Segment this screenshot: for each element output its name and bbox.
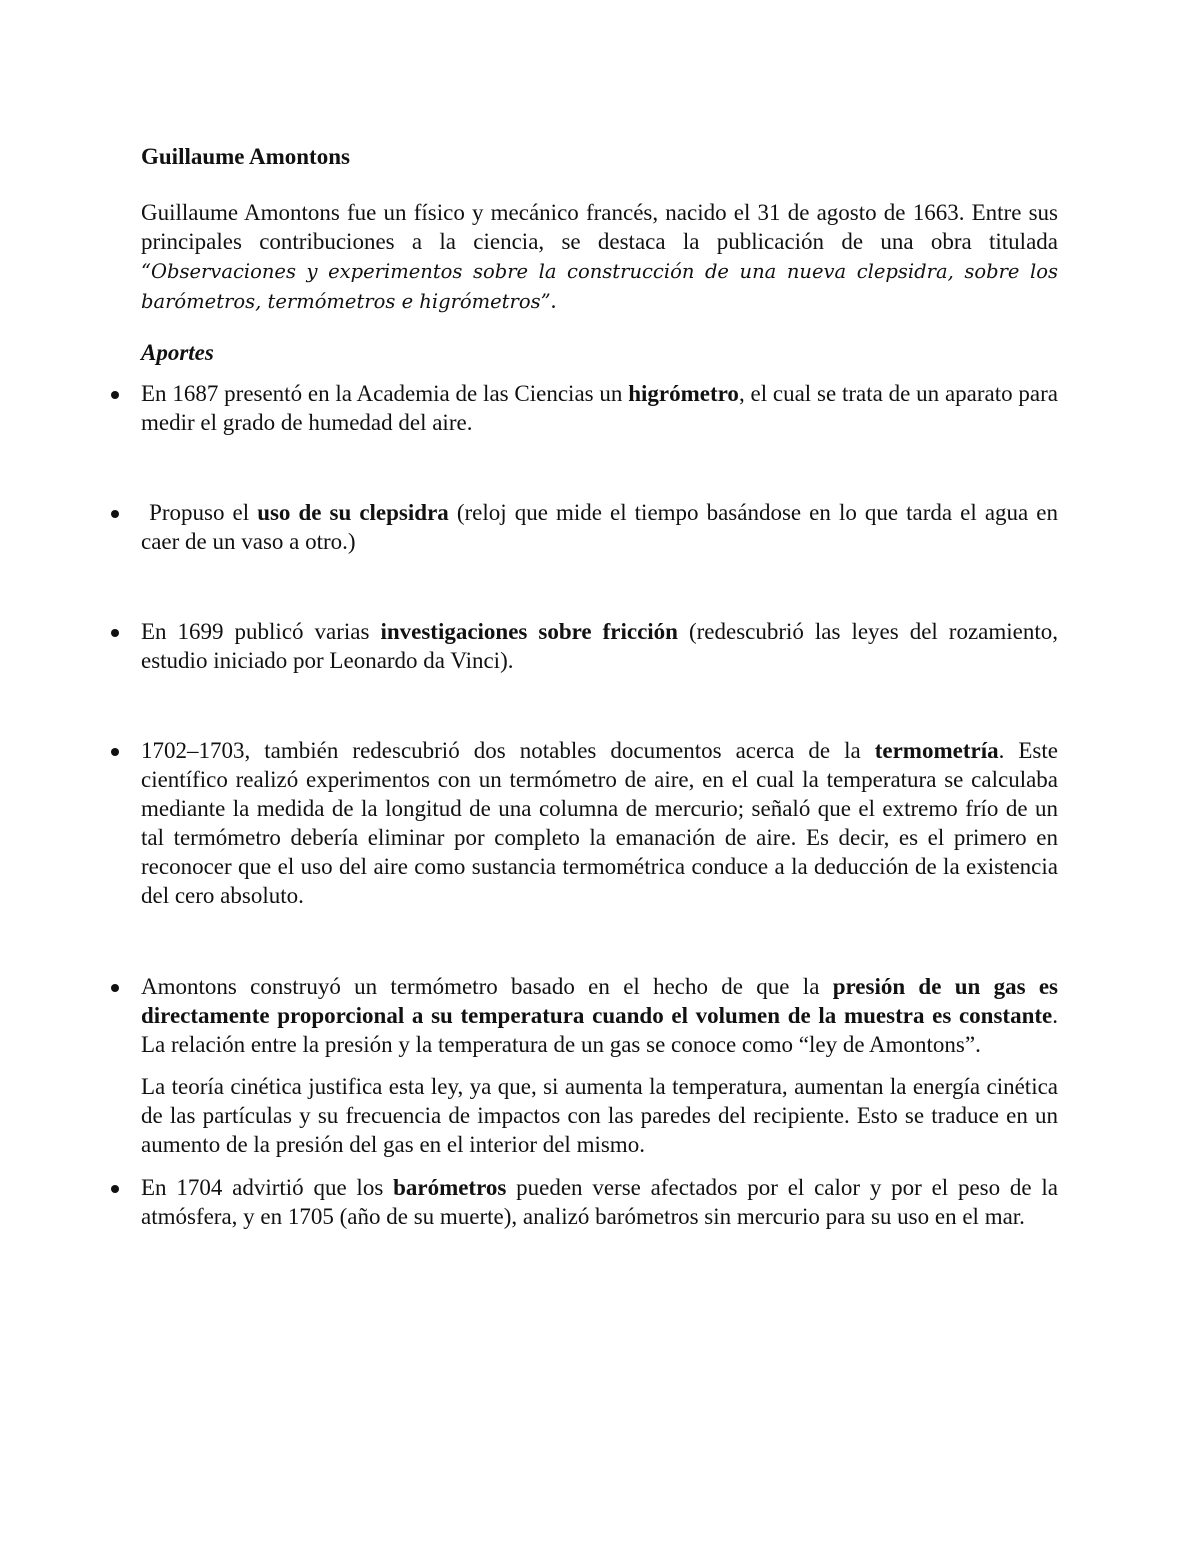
text-run: . Este científico realizó experimentos con un termómetro de aire, en el cual la temperatura se calculaba mediante la medida de la longitud de una columna de mercurio; señaló que el extremo frío de un tal termómetro debería eliminar por completo la emanación de aire. Es decir, es el primero en reconocer que el uso del aire como sustancia termométrica conduce a la deducción de la existencia del cero absoluto. (141, 738, 1058, 908)
bullet-icon (111, 629, 119, 637)
list-item (141, 1173, 1058, 1231)
document-title: Guillaume Amontons (141, 144, 350, 169)
text-run: . La relación entre la presión y la temperatura de un gas se conoce como “ley de Amontons”. (141, 1003, 1058, 1057)
list-item (141, 972, 1058, 1159)
text-run: En 1699 publicó varias (141, 619, 381, 644)
bold-term: higrómetro (628, 381, 739, 406)
text-run: En 1687 presentó en la Academia de las Ciencias un (141, 381, 629, 406)
text-run: Amontons construyó un termómetro basado en el hecho de que la (141, 974, 833, 999)
bold-term: uso de su clepsidra (257, 500, 449, 525)
text-run: pueden verse afectados por el calor y por el peso de la atmósfera, y en 1705 (año de su muerte), analizó barómetros sin mercurio para su uso en el mar. (141, 1175, 1058, 1229)
intro-text: Guillaume Amontons fue un físico y mecánico francés, nacido el 31 de agosto de 1663. Entre sus principales contribuciones a la ciencia, se destaca la publicación de una obra titulada (141, 200, 1058, 254)
aportes-list (141, 379, 1058, 1231)
list-item (141, 498, 1058, 556)
intro-paragraph (141, 198, 1058, 316)
intro-end: . (550, 288, 557, 313)
text-run: En 1704 advirtió que los (141, 1175, 394, 1200)
bullet-icon (111, 510, 119, 518)
text-run: (redescubrió las leyes del rozamiento, estudio iniciado por Leonardo da Vinci). (141, 619, 1058, 673)
section-heading-aportes: Aportes (141, 340, 214, 365)
text-run: Propuso el (141, 500, 258, 525)
bold-term: investigaciones sobre fricción (380, 619, 678, 644)
bold-term: termometría (874, 738, 999, 763)
list-item (141, 379, 1058, 437)
bullet-icon (111, 1185, 119, 1193)
bullet-icon (111, 748, 119, 756)
bullet-icon (111, 391, 119, 399)
list-item (141, 617, 1058, 675)
list-item-subparagraph: La teoría cinética justifica esta ley, ya que, si aumenta la temperatura, aumentan la energía cinética de las partículas y su frecuencia de impactos con las paredes del recipiente. Esto se traduce en un aumento de la presión del gas en el interior del mismo. (141, 1074, 1058, 1157)
bullet-icon (111, 984, 119, 992)
list-item-text (141, 1173, 1058, 1231)
list-item-text (141, 736, 1058, 910)
bold-term: presión de un gas es directamente proporcional a su temperatura cuando el volumen de la muestra es constante (141, 974, 1059, 1028)
document-body (141, 142, 1058, 1231)
bold-term: barómetros (393, 1175, 507, 1200)
intro-quote: “Observaciones y experimentos sobre la construcción de una nueva clepsidra, sobre los barómetros, termómetros e higrómetros” (141, 260, 1058, 313)
list-item-text (141, 617, 1058, 675)
text-run: , el cual se trata de un aparato para medir el grado de humedad del aire. (141, 381, 1058, 435)
list-item-text (141, 379, 1058, 437)
text-run: (reloj que mide el tiempo basándose en lo que tarda el agua en caer de un vaso a otro.) (141, 500, 1059, 554)
list-item-text (141, 972, 1058, 1059)
list-item (141, 736, 1058, 910)
list-item-text (141, 498, 1058, 556)
text-run: 1702–1703, también redescubrió dos notables documentos acerca de la (141, 738, 875, 763)
